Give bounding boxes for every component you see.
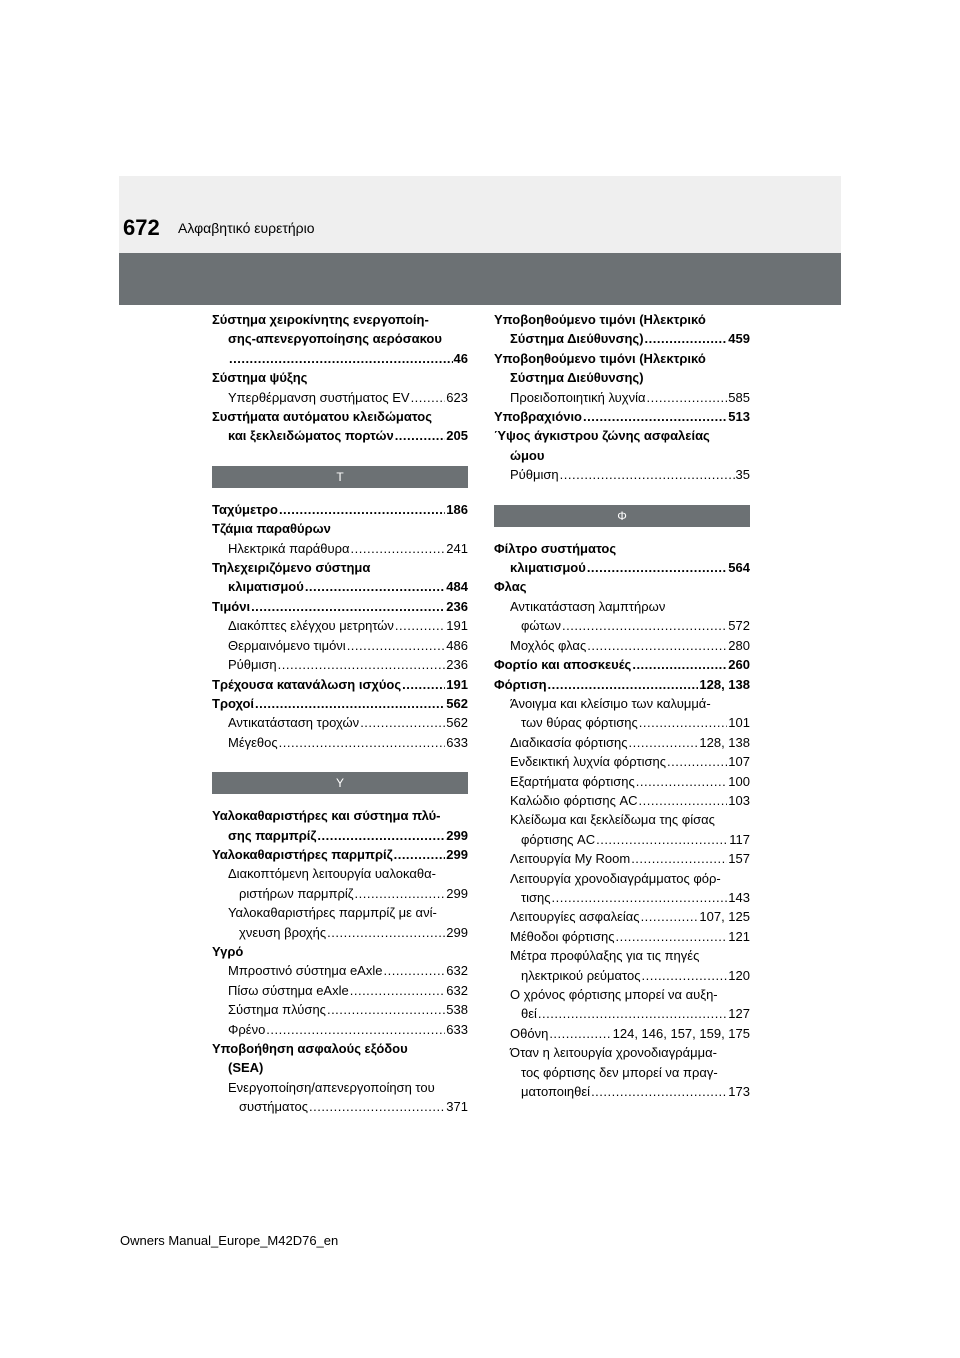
index-entry-text: τος φόρτισης δεν μπορεί να πραγ- <box>521 1064 718 1080</box>
dot-leader <box>560 465 735 484</box>
dot-leader <box>394 845 446 864</box>
index-entry-text: Μπροστινό σύστημα eAxle <box>228 963 383 979</box>
index-entry <box>494 655 750 674</box>
index-entry-text: σης παρμπρίζ <box>228 827 317 843</box>
index-entry-text: Υαλοκαθαριστήρες και σύστημα πλύ- <box>212 808 441 824</box>
index-entry <box>494 636 750 655</box>
index-entry <box>494 946 750 965</box>
index-entry <box>494 310 750 329</box>
index-entry <box>212 806 468 825</box>
index-entry-text: Όταν η λειτουργία χρονοδιαγράμμα- <box>510 1045 717 1061</box>
index-entry <box>212 675 468 694</box>
index-entry-text: Ύψος άγκιστρου ζώνης ασφαλείας <box>494 428 710 444</box>
index-entry <box>494 577 750 596</box>
dot-leader <box>549 1024 611 1043</box>
index-entry <box>494 446 750 465</box>
index-entry-text: Τρέχουσα κατανάλωση ισχύος <box>212 676 402 692</box>
index-entry-text: Διαδικασία φόρτισης <box>510 734 628 750</box>
dot-leader <box>641 907 699 926</box>
index-page-ref: 124, 146, 157, 159, 175 <box>612 1025 750 1041</box>
dot-leader <box>395 616 445 635</box>
index-page-ref: 121 <box>728 928 750 944</box>
index-page-ref: 486 <box>446 637 468 653</box>
dot-leader <box>645 329 728 348</box>
index-entry <box>212 733 468 752</box>
index-entry <box>212 1020 468 1039</box>
index-page-ref: 299 <box>446 924 468 940</box>
dot-leader <box>667 752 727 771</box>
index-entry-text: Αντικατάσταση τροχών <box>228 715 360 731</box>
index-entry <box>494 985 750 1004</box>
dot-leader <box>305 577 445 596</box>
index-entry <box>494 907 750 926</box>
dot-leader <box>587 558 727 577</box>
index-entry <box>212 884 468 903</box>
index-entry-text: κλιματισμού <box>510 560 586 576</box>
index-entry <box>494 966 750 985</box>
index-entry <box>494 1063 750 1082</box>
index-column-right <box>494 310 750 1101</box>
dot-leader <box>266 1020 445 1039</box>
index-page-ref: 633 <box>446 734 468 750</box>
index-entry <box>212 1000 468 1019</box>
index-entry <box>494 407 750 426</box>
index-page-ref: 572 <box>728 618 750 634</box>
index-entry <box>494 616 750 635</box>
index-page-ref: 632 <box>446 982 468 998</box>
index-entry-text: Ενδεικτική λυχνία φόρτισης <box>510 754 667 770</box>
index-entry-text: Θερμαινόμενο τιμόνι <box>228 637 346 653</box>
index-page-ref: 117 <box>729 831 750 847</box>
index-entry-text: Φλας <box>494 579 527 595</box>
index-entry-text: σης-απενεργοποίησης αερόσακου <box>228 331 442 347</box>
index-entry <box>212 577 468 596</box>
index-entry-text: Οθόνη <box>510 1025 549 1041</box>
index-entry-text: Κλείδωμα και ξεκλείδωμα της φίσας <box>510 812 715 828</box>
index-entry-text: Αντικατάσταση λαμπτήρων <box>510 598 666 614</box>
index-page-ref: 191 <box>446 618 468 634</box>
index-entry <box>494 791 750 810</box>
index-entry <box>212 329 468 348</box>
index-entry-text: Σύστημα πλύσης <box>228 1002 326 1018</box>
index-entry <box>494 830 750 849</box>
index-entry-text: φόρτισης AC <box>521 831 596 847</box>
index-entry <box>212 519 468 538</box>
dot-leader <box>587 636 727 655</box>
index-page-ref: 538 <box>446 1002 468 1018</box>
index-entry <box>212 923 468 942</box>
dot-leader <box>548 675 699 694</box>
index-entry <box>212 864 468 883</box>
index-page-ref: 35 <box>735 467 750 483</box>
index-entry <box>212 368 468 387</box>
dot-leader <box>327 923 445 942</box>
index-entry-text: Υαλοκαθαριστήρες παρμπρίζ <box>212 846 393 862</box>
index-entry <box>494 426 750 445</box>
dot-leader <box>355 884 446 903</box>
index-entry-text: Λειτουργίες ασφαλείας <box>510 909 640 925</box>
index-column-left <box>212 310 468 1117</box>
dot-leader <box>629 733 699 752</box>
index-entry-text: (SEA) <box>228 1060 264 1076</box>
index-page-ref: 107 <box>728 754 750 770</box>
index-page-ref: 564 <box>728 560 750 576</box>
index-entry <box>212 500 468 519</box>
index-entry <box>212 310 468 329</box>
index-entry-text: Ταχύμετρο <box>212 501 278 517</box>
dot-leader <box>636 772 728 791</box>
index-entry <box>494 597 750 616</box>
index-entry-text: Πίσω σύστημα eAxle <box>228 982 349 998</box>
index-entry-text: Υαλοκαθαριστήρες παρμπρίζ με ανί- <box>228 905 437 921</box>
index-entry <box>212 845 468 864</box>
index-page-ref: 260 <box>728 657 750 673</box>
index-entry <box>212 694 468 713</box>
footer-text: Owners Manual_Europe_M42D76_en <box>120 1233 339 1248</box>
dot-leader <box>251 597 445 616</box>
index-entry-text: Άνοιγμα και κλείσιμο των καλυμμά- <box>510 695 711 711</box>
index-page-ref: 299 <box>446 827 468 843</box>
index-entry-text: Καλώδιο φόρτισης AC <box>510 792 638 808</box>
index-entry <box>212 426 468 445</box>
index-page-ref: 562 <box>446 695 468 711</box>
index-entry-text: Μέθοδοι φόρτισης <box>510 928 615 944</box>
dot-leader <box>647 388 728 407</box>
index-entry <box>212 349 468 368</box>
index-entry <box>212 388 468 407</box>
index-entry-text: Σύστημα Διεύθυνσης) <box>510 331 644 347</box>
index-entry-text: Φορτίο και αποσκευές <box>494 657 632 673</box>
index-entry-text: Διακοπτόμενη λειτουργία υαλοκαθα- <box>228 866 436 882</box>
index-entry-text: Φόρτιση <box>494 676 547 692</box>
index-entry <box>494 388 750 407</box>
index-page-ref: 299 <box>446 846 468 862</box>
dot-leader <box>327 1000 445 1019</box>
index-entry <box>212 826 468 845</box>
index-page-ref: 623 <box>446 389 468 405</box>
index-entry <box>212 655 468 674</box>
index-letter-header: Υ <box>212 772 468 794</box>
index-page-ref: 632 <box>446 963 468 979</box>
index-entry-text: Λειτουργία χρονοδιαγράμματος φόρ- <box>510 870 721 886</box>
index-page-ref: 127 <box>728 1006 750 1022</box>
index-page-ref: 205 <box>446 428 468 444</box>
dot-leader <box>279 500 445 519</box>
index-entry-text: Ρύθμιση <box>510 467 559 483</box>
index-entry-text: τισης <box>521 889 551 905</box>
index-entry-text: χνευση βροχής <box>239 924 327 940</box>
index-entry-text: Μέτρα προφύλαξης για τις πηγές <box>510 948 700 964</box>
index-page-ref: 484 <box>446 579 468 595</box>
index-entry <box>494 772 750 791</box>
index-entry <box>212 539 468 558</box>
dot-leader <box>615 927 727 946</box>
index-entry <box>212 713 468 732</box>
dot-leader <box>632 655 727 674</box>
header-dark-bar <box>119 253 841 305</box>
dot-leader <box>596 830 728 849</box>
index-entry-text: Σύστημα Διεύθυνσης) <box>510 370 644 386</box>
index-page-ref: 107, 125 <box>699 909 750 925</box>
index-page-ref: 299 <box>446 885 468 901</box>
index-entry <box>494 810 750 829</box>
index-entry-text: Τζάμια παραθύρων <box>212 521 331 537</box>
index-entry-text: Υποβοηθούμενο τιμόνι (Ηλεκτρικό <box>494 350 706 366</box>
index-entry <box>212 1039 468 1058</box>
dot-leader <box>350 981 446 1000</box>
index-entry-text: ριστήρων παρμπρίζ <box>239 885 354 901</box>
index-entry-text: Ηλεκτρικά παράθυρα <box>228 540 350 556</box>
dot-leader <box>317 826 445 845</box>
index-page-ref: 128, 138 <box>699 734 750 750</box>
index-entry-text: Ο χρόνος φόρτισης μπορεί να αυξη- <box>510 987 718 1002</box>
dot-leader <box>278 655 446 674</box>
index-entry-text: συστήματος <box>239 1099 308 1115</box>
dot-leader <box>360 713 445 732</box>
index-entry <box>494 927 750 946</box>
index-page-ref: 100 <box>728 773 750 789</box>
index-page-ref: 103 <box>728 792 750 808</box>
index-entry <box>212 981 468 1000</box>
index-entry <box>494 1024 750 1043</box>
index-entry-text: Υγρό <box>212 943 244 959</box>
index-page-ref: 562 <box>446 715 468 731</box>
index-entry <box>494 1043 750 1062</box>
index-entry <box>212 407 468 426</box>
dot-leader <box>591 1082 727 1101</box>
dot-leader <box>583 407 727 426</box>
index-page-ref: 236 <box>446 657 468 673</box>
index-page-ref: 101 <box>728 715 750 731</box>
dot-leader <box>395 426 446 445</box>
index-entry-text: Μέγεθος <box>228 734 278 750</box>
index-page-ref: 143 <box>728 889 750 905</box>
index-entry <box>494 752 750 771</box>
index-entry <box>494 1004 750 1023</box>
index-entry <box>494 1082 750 1101</box>
index-page-ref: 280 <box>728 637 750 653</box>
index-entry-text: ματοποιηθεί <box>521 1084 591 1100</box>
index-entry-text: Τηλεχειριζόμενο σύστημα <box>212 560 371 576</box>
index-entry <box>494 368 750 387</box>
dot-leader <box>383 961 445 980</box>
page-number: 672 <box>123 215 160 240</box>
index-page-ref: 157 <box>728 851 750 867</box>
index-page-ref: 46 <box>453 350 468 366</box>
index-entry-text: Ενεργοποίηση/απενεργοποίηση του <box>228 1079 435 1095</box>
index-entry <box>212 961 468 980</box>
index-entry <box>494 539 750 558</box>
index-entry-text: των θύρας φόρτισης <box>521 715 638 731</box>
dot-leader <box>347 636 446 655</box>
index-entry <box>494 733 750 752</box>
dot-leader <box>402 675 445 694</box>
index-entry-text: Συστήματα αυτόματου κλειδώματος <box>212 409 433 425</box>
index-page-ref: 585 <box>728 389 750 405</box>
index-entry <box>494 329 750 348</box>
index-entry-text: και ξεκλειδώματος πορτών <box>228 428 394 444</box>
index-entry <box>212 903 468 922</box>
index-entry-text: κλιματισμού <box>228 579 304 595</box>
index-entry-text: Φίλτρο συστήματος <box>494 540 617 556</box>
index-page-ref: 459 <box>728 331 750 347</box>
index-page-ref: 191 <box>446 676 468 692</box>
index-page-ref: 120 <box>728 967 750 983</box>
index-entry <box>212 558 468 577</box>
dot-leader <box>639 791 728 810</box>
dot-leader <box>411 388 446 407</box>
index-page-ref: 128, 138 <box>699 676 750 692</box>
index-entry <box>494 694 750 713</box>
index-page-ref: 186 <box>446 501 468 517</box>
index-entry-text: Προειδοποιητική λυχνία <box>510 389 646 405</box>
index-entry-text: Μοχλός φλας <box>510 637 587 653</box>
section-title: Αλφαβητικό ευρετήριο <box>178 220 315 236</box>
index-entry-text: Φρένο <box>228 1021 266 1037</box>
index-entry <box>494 888 750 907</box>
index-entry-text: Λειτουργία My Room <box>510 851 631 867</box>
index-page-ref: 633 <box>446 1021 468 1037</box>
index-entry-text: Τροχοί <box>212 695 255 711</box>
index-entry-text: Υποβραχιόνιο <box>494 409 582 425</box>
index-letter-header: Φ <box>494 505 750 527</box>
dot-leader <box>279 733 446 752</box>
index-entry <box>494 465 750 484</box>
index-page-ref: 371 <box>446 1099 468 1115</box>
index-entry-text: ηλεκτρικού ρεύματος <box>521 967 641 983</box>
index-entry-text: Εξαρτήματα φόρτισης <box>510 773 635 789</box>
index-entry-text: Υπερθέρμανση συστήματος EV <box>228 389 410 405</box>
index-entry-text: θεί <box>521 1006 537 1022</box>
index-entry <box>212 942 468 961</box>
index-entry <box>494 349 750 368</box>
index-entry <box>212 636 468 655</box>
index-entry <box>212 1097 468 1116</box>
dot-leader <box>309 1097 445 1116</box>
index-entry <box>494 869 750 888</box>
dot-leader <box>562 616 727 635</box>
dot-leader <box>631 849 727 868</box>
index-page-ref: 513 <box>728 409 750 425</box>
index-entry <box>494 675 750 694</box>
dot-leader <box>552 888 728 907</box>
index-entry-text: Σύστημα χειροκίνητης ενεργοποίη- <box>212 312 429 327</box>
index-entry <box>494 713 750 732</box>
index-entry-text: Σύστημα ψύξης <box>212 370 308 386</box>
dot-leader <box>229 349 453 368</box>
index-entry-text: Ρύθμιση <box>228 657 277 673</box>
index-entry <box>212 1078 468 1097</box>
index-entry-text: Υποβοηθούμενο τιμόνι (Ηλεκτρικό <box>494 312 706 327</box>
index-entry <box>212 1058 468 1077</box>
index-letter-header: Τ <box>212 466 468 488</box>
index-page-ref: 236 <box>446 598 468 614</box>
index-entry <box>494 849 750 868</box>
index-entry <box>212 616 468 635</box>
index-entry-text: ώμου <box>510 447 545 463</box>
dot-leader <box>255 694 445 713</box>
dot-leader <box>639 713 728 732</box>
index-entry-text: Τιμόνι <box>212 598 251 614</box>
index-page-ref: 173 <box>728 1084 750 1100</box>
index-page-ref: 241 <box>446 540 468 556</box>
index-entry <box>212 597 468 616</box>
index-entry-text: φώτων <box>521 618 561 634</box>
dot-leader <box>538 1004 727 1023</box>
index-entry <box>494 558 750 577</box>
index-entry-text: Διακόπτες ελέγχου μετρητών <box>228 618 394 634</box>
index-entry-text: Υποβοήθηση ασφαλούς εξόδου <box>212 1041 408 1056</box>
header-band <box>119 176 841 253</box>
dot-leader <box>642 966 728 985</box>
dot-leader <box>351 539 446 558</box>
